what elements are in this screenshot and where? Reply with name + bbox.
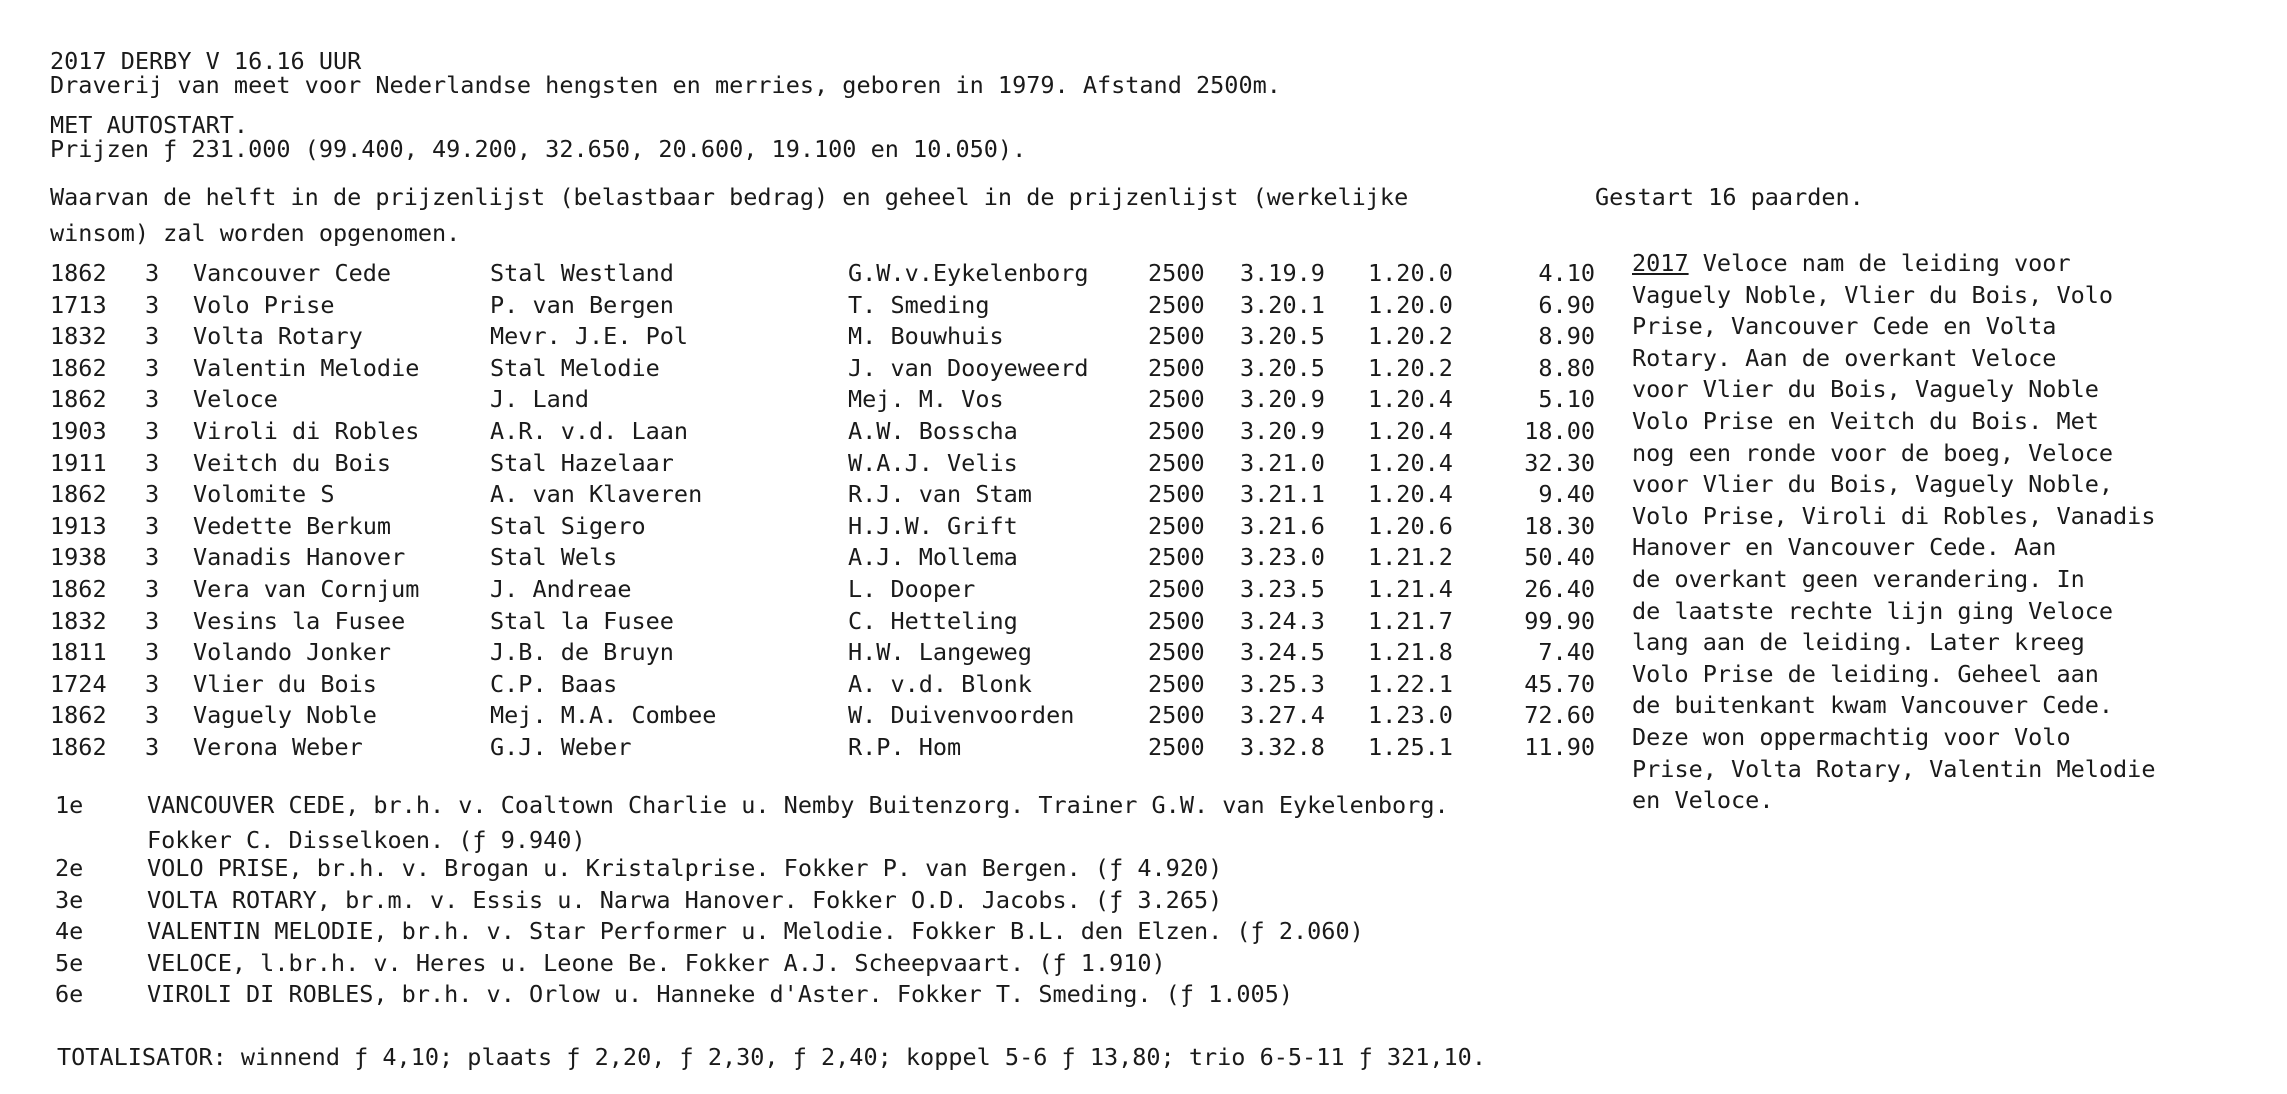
- cell-time: 3.19.9: [1240, 259, 1325, 287]
- cell-dist: 2500: [1148, 701, 1205, 730]
- cell-driver: A.W. Bosscha: [848, 417, 1018, 445]
- cell-code: 1862: [50, 480, 107, 509]
- cell-time: 3.21.0: [1240, 448, 1325, 477]
- cell-age: 3: [145, 448, 160, 477]
- cell-age: 3: [145, 701, 160, 730]
- report-line: [1632, 248, 2232, 280]
- cell-owner: A.R. v.d. Laan: [490, 417, 689, 445]
- cell-driver: R.P. Hom: [848, 733, 962, 761]
- cell-odds: 99.90: [1524, 606, 1595, 635]
- cell-code: 1862: [50, 701, 107, 730]
- cell-dist: 2500: [1148, 480, 1205, 509]
- report-line: Volo Prise, Viroli di Robles, Vanadis: [1632, 501, 2156, 530]
- cell-horse: Viroli di Robles: [193, 417, 420, 445]
- cell-horse: Vera van Cornjum: [193, 575, 420, 603]
- cell-km: 1.21.4: [1368, 575, 1453, 603]
- report-line: lang aan de leiding. Later kreeg: [1632, 628, 2085, 657]
- cell-horse: Veloce: [193, 385, 278, 414]
- cell-owner: J.B. de Bruyn: [490, 638, 674, 667]
- cell-time: 3.24.3: [1240, 606, 1325, 635]
- cell-dist: 2500: [1148, 669, 1205, 698]
- cell-age: 3: [145, 669, 160, 698]
- cell-odds: 11.90: [1524, 733, 1595, 761]
- race-prizes: Prijzen ƒ 231.000 (99.400, 49.200, 32.650, 20.600, 19.100 en 10.050).: [50, 135, 1027, 163]
- cell-km: 1.21.8: [1368, 638, 1453, 667]
- cell-driver: J. van Dooyeweerd: [848, 353, 1089, 382]
- cell-dist: 2500: [1148, 543, 1205, 572]
- placing-text: VIROLI DI ROBLES, br.h. v. Orlow u. Hanneke d'Aster. Fokker T. Smeding. (ƒ 1.005): [147, 980, 1294, 1008]
- cell-owner: Stal Hazelaar: [490, 448, 674, 477]
- cell-age: 3: [145, 575, 160, 603]
- cell-odds: 45.70: [1524, 669, 1595, 698]
- cell-odds: 50.40: [1524, 543, 1595, 572]
- cell-km: 1.20.2: [1368, 322, 1453, 351]
- placing-text: Fokker C. Disselkoen. (ƒ 9.940): [147, 826, 586, 854]
- cell-km: 1.20.4: [1368, 448, 1453, 477]
- cell-km: 1.22.1: [1368, 669, 1453, 698]
- cell-age: 3: [145, 322, 160, 351]
- cell-horse: Vaguely Noble: [193, 701, 377, 730]
- report-line: de overkant geen verandering. In: [1632, 564, 2085, 593]
- cell-code: 1713: [50, 290, 107, 319]
- placing-position: 2e: [55, 854, 84, 882]
- cell-km: 1.20.6: [1368, 511, 1453, 540]
- cell-horse: Vesins la Fusee: [193, 606, 406, 635]
- cell-time: 3.23.0: [1240, 543, 1325, 572]
- cell-time: 3.27.4: [1240, 701, 1325, 730]
- started-count: Gestart 16 paarden.: [1595, 183, 1864, 211]
- cell-driver: C. Hetteling: [848, 606, 1018, 635]
- cell-owner: Stal Melodie: [490, 353, 660, 382]
- cell-odds: 5.10: [1538, 385, 1595, 414]
- cell-driver: A.J. Mollema: [848, 543, 1018, 572]
- cell-code: 1862: [50, 353, 107, 382]
- report-line: voor Vlier du Bois, Vaguely Noble,: [1632, 470, 2114, 499]
- report-line: Volo Prise de leiding. Geheel aan: [1632, 659, 2099, 688]
- cell-driver: M. Bouwhuis: [848, 322, 1004, 351]
- cell-km: 1.21.2: [1368, 543, 1453, 572]
- cell-km: 1.20.4: [1368, 417, 1453, 445]
- cell-horse: Vedette Berkum: [193, 511, 392, 540]
- placing-text: VANCOUVER CEDE, br.h. v. Coaltown Charlie u. Nemby Buitenzorg. Trainer G.W. van Eykelenborg.: [147, 791, 1449, 819]
- cell-dist: 2500: [1148, 638, 1205, 667]
- cell-odds: 9.40: [1538, 480, 1595, 509]
- cell-time: 3.21.6: [1240, 511, 1325, 540]
- placing-position: 4e: [55, 917, 84, 945]
- cell-driver: H.J.W. Grift: [848, 511, 1018, 540]
- cell-time: 3.20.9: [1240, 417, 1325, 445]
- cell-code: 1911: [50, 448, 107, 477]
- report-line: de laatste rechte lijn ging Veloce: [1632, 596, 2114, 625]
- cell-km: 1.20.0: [1368, 290, 1453, 319]
- cell-dist: 2500: [1148, 575, 1205, 603]
- cell-odds: 8.80: [1538, 353, 1595, 382]
- cell-odds: 26.40: [1524, 575, 1595, 603]
- cell-odds: 18.00: [1524, 417, 1595, 445]
- cell-owner: J. Andreae: [490, 575, 632, 603]
- report-line: Volo Prise en Veitch du Bois. Met: [1632, 406, 2099, 435]
- report-line: de buitenkant kwam Vancouver Cede.: [1632, 691, 2114, 720]
- report-line: en Veloce.: [1632, 786, 1774, 815]
- cell-horse: Vlier du Bois: [193, 669, 377, 698]
- cell-code: 1913: [50, 511, 107, 540]
- race-title: 2017 DERBY V 16.16 UUR: [50, 47, 362, 75]
- report-line-text: Veloce nam de leiding voor: [1688, 249, 2071, 277]
- cell-dist: 2500: [1148, 511, 1205, 540]
- cell-odds: 32.30: [1524, 448, 1595, 477]
- race-start-type: MET AUTOSTART.: [50, 111, 249, 139]
- cell-time: 3.20.1: [1240, 290, 1325, 319]
- cell-time: 3.24.5: [1240, 638, 1325, 667]
- cell-odds: 7.40: [1538, 638, 1595, 667]
- cell-km: 1.20.4: [1368, 480, 1453, 509]
- cell-owner: A. van Klaveren: [490, 480, 703, 509]
- cell-horse: Volomite S: [193, 480, 335, 509]
- cell-owner: Stal Sigero: [490, 511, 646, 540]
- cell-driver: L. Dooper: [848, 575, 976, 603]
- cell-age: 3: [145, 511, 160, 540]
- cell-dist: 2500: [1148, 385, 1205, 414]
- cell-code: 1811: [50, 638, 107, 667]
- cell-owner: C.P. Baas: [490, 669, 618, 698]
- cell-dist: 2500: [1148, 448, 1205, 477]
- cell-driver: Mej. M. Vos: [848, 385, 1004, 414]
- cell-age: 3: [145, 606, 160, 635]
- report-line: Rotary. Aan de overkant Veloce: [1632, 343, 2057, 372]
- placing-position: 3e: [55, 885, 84, 914]
- cell-age: 3: [145, 543, 160, 572]
- intro-line-2: winsom) zal worden opgenomen.: [50, 219, 461, 247]
- cell-owner: G.J. Weber: [490, 733, 632, 761]
- cell-driver: G.W.v.Eykelenborg: [848, 259, 1089, 287]
- report-line: Vaguely Noble, Vlier du Bois, Volo: [1632, 280, 2114, 309]
- report-line: nog een ronde voor de boeg, Veloce: [1632, 438, 2114, 467]
- cell-time: 3.20.5: [1240, 322, 1325, 351]
- cell-owner: Mevr. J.E. Pol: [490, 322, 689, 351]
- cell-km: 1.20.4: [1368, 385, 1453, 414]
- cell-code: 1903: [50, 417, 107, 445]
- placing-text: VELOCE, l.br.h. v. Heres u. Leone Be. Fokker A.J. Scheepvaart. (ƒ 1.910): [147, 948, 1166, 977]
- cell-odds: 4.10: [1538, 259, 1595, 287]
- report-line: Prise, Volta Rotary, Valentin Melodie: [1632, 754, 2156, 783]
- report-race-number: 2017: [1632, 249, 1689, 277]
- cell-km: 1.20.2: [1368, 353, 1453, 382]
- totalisator-line: TOTALISATOR: winnend ƒ 4,10; plaats ƒ 2,20, ƒ 2,30, ƒ 2,40; koppel 5-6 ƒ 13,80; trio 6-5-11 ƒ 321,10.: [57, 1043, 1486, 1071]
- report-line: Prise, Vancouver Cede en Volta: [1632, 312, 2057, 341]
- cell-age: 3: [145, 733, 160, 761]
- cell-code: 1862: [50, 385, 107, 414]
- cell-owner: P. van Bergen: [490, 290, 674, 319]
- placing-text: VOLO PRISE, br.h. v. Brogan u. Kristalprise. Fokker P. van Bergen. (ƒ 4.920): [147, 854, 1223, 882]
- cell-dist: 2500: [1148, 353, 1205, 382]
- cell-horse: Veitch du Bois: [193, 448, 392, 477]
- cell-dist: 2500: [1148, 733, 1205, 761]
- cell-driver: W.A.J. Velis: [848, 448, 1018, 477]
- cell-odds: 72.60: [1524, 701, 1595, 730]
- cell-time: 3.21.1: [1240, 480, 1325, 509]
- cell-code: 1938: [50, 543, 107, 572]
- placing-text: VOLTA ROTARY, br.m. v. Essis u. Narwa Hanover. Fokker O.D. Jacobs. (ƒ 3.265): [147, 885, 1223, 914]
- report-line: Deze won oppermachtig voor Volo: [1632, 722, 2071, 751]
- cell-time: 3.25.3: [1240, 669, 1325, 698]
- cell-age: 3: [145, 480, 160, 509]
- cell-time: 3.32.8: [1240, 733, 1325, 761]
- cell-km: 1.23.0: [1368, 701, 1453, 730]
- intro-line-1: Waarvan de helft in de prijzenlijst (belastbaar bedrag) en geheel in de prijzenlijst (werkelijke: [50, 183, 1409, 211]
- cell-code: 1832: [50, 606, 107, 635]
- cell-age: 3: [145, 417, 160, 445]
- cell-horse: Volta Rotary: [193, 322, 363, 351]
- cell-code: 1724: [50, 669, 107, 698]
- cell-dist: 2500: [1148, 417, 1205, 445]
- race-description: Draverij van meet voor Nederlandse hengsten en merries, geboren in 1979. Afstand 2500m.: [50, 71, 1281, 99]
- cell-dist: 2500: [1148, 322, 1205, 351]
- cell-age: 3: [145, 290, 160, 319]
- cell-driver: T. Smeding: [848, 290, 990, 319]
- placing-text: VALENTIN MELODIE, br.h. v. Star Performer u. Melodie. Fokker B.L. den Elzen. (ƒ 2.060): [147, 917, 1364, 945]
- cell-km: 1.20.0: [1368, 259, 1453, 287]
- cell-code: 1832: [50, 322, 107, 351]
- cell-code: 1862: [50, 575, 107, 603]
- placing-position: 6e: [55, 980, 84, 1008]
- cell-dist: 2500: [1148, 606, 1205, 635]
- cell-owner: Stal Westland: [490, 259, 674, 287]
- cell-horse: Valentin Melodie: [193, 353, 420, 382]
- cell-dist: 2500: [1148, 259, 1205, 287]
- cell-age: 3: [145, 385, 160, 414]
- cell-odds: 8.90: [1538, 322, 1595, 351]
- cell-owner: J. Land: [490, 385, 590, 414]
- cell-owner: Stal la Fusee: [490, 606, 674, 635]
- cell-time: 3.20.5: [1240, 353, 1325, 382]
- cell-dist: 2500: [1148, 290, 1205, 319]
- cell-horse: Verona Weber: [193, 733, 363, 761]
- placing-position: 5e: [55, 948, 84, 977]
- cell-horse: Volo Prise: [193, 290, 335, 319]
- cell-owner: Mej. M.A. Combee: [490, 701, 717, 730]
- cell-km: 1.21.7: [1368, 606, 1453, 635]
- cell-code: 1862: [50, 259, 107, 287]
- cell-age: 3: [145, 638, 160, 667]
- cell-horse: Vanadis Hanover: [193, 543, 406, 572]
- cell-horse: Vancouver Cede: [193, 259, 392, 287]
- report-line: voor Vlier du Bois, Vaguely Noble: [1632, 375, 2099, 404]
- race-report: [1632, 248, 2232, 817]
- cell-driver: H.W. Langeweg: [848, 638, 1032, 667]
- report-line: Hanover en Vancouver Cede. Aan: [1632, 533, 2057, 562]
- cell-odds: 6.90: [1538, 290, 1595, 319]
- cell-driver: W. Duivenvoorden: [848, 701, 1075, 730]
- cell-time: 3.20.9: [1240, 385, 1325, 414]
- cell-owner: Stal Wels: [490, 543, 618, 572]
- cell-time: 3.23.5: [1240, 575, 1325, 603]
- cell-driver: R.J. van Stam: [848, 480, 1032, 509]
- cell-age: 3: [145, 353, 160, 382]
- cell-driver: A. v.d. Blonk: [848, 669, 1032, 698]
- cell-odds: 18.30: [1524, 511, 1595, 540]
- cell-code: 1862: [50, 733, 107, 761]
- cell-horse: Volando Jonker: [193, 638, 392, 667]
- cell-km: 1.25.1: [1368, 733, 1453, 761]
- cell-age: 3: [145, 259, 160, 287]
- placing-position: 1e: [55, 791, 84, 819]
